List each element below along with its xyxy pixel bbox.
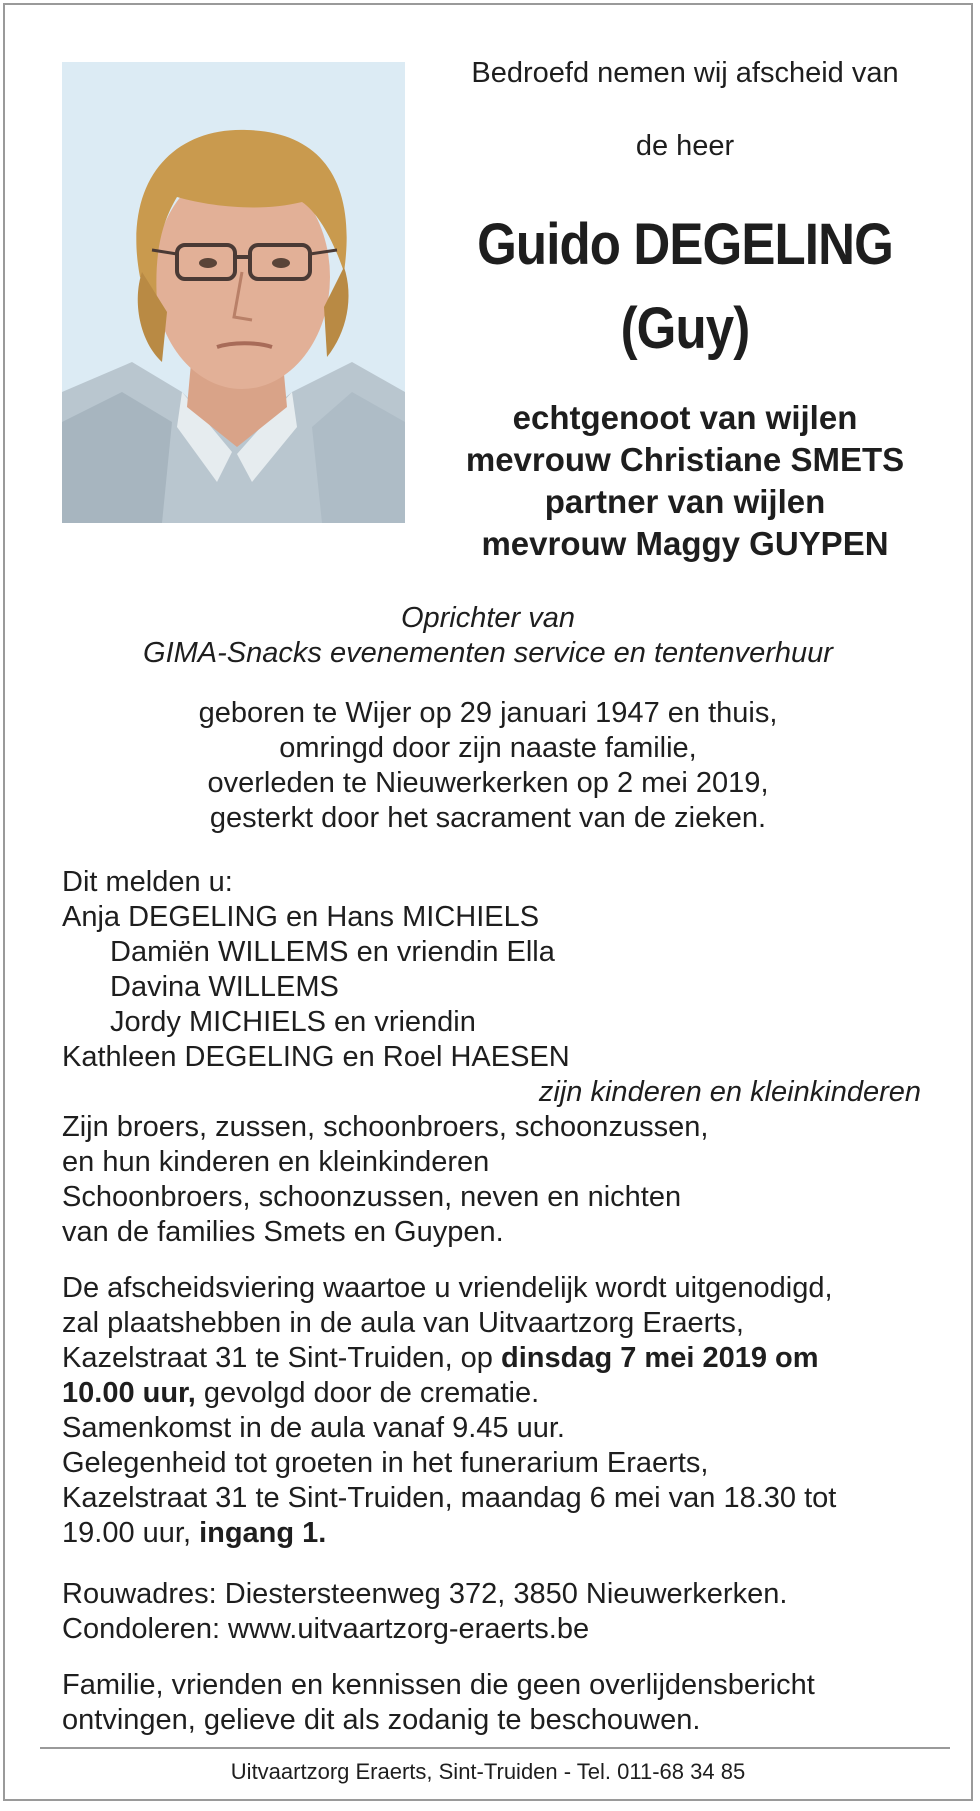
ceremony-text: Kazelstraat 31 te Sint-Truiden, op <box>62 1342 501 1374</box>
birth-death-line: omringd door zijn naaste familie, <box>279 732 697 764</box>
ceremony-line <box>62 1341 942 1376</box>
footer-divider <box>40 1747 950 1749</box>
ceremony-date: dinsdag 7 mei 2019 om <box>501 1342 819 1374</box>
family-line: Kathleen DEGELING en Roel HAESEN <box>62 1041 570 1073</box>
obituary-card <box>3 3 973 1801</box>
ceremony-line: zal plaatshebben in de aula van Uitvaartzorg Eraerts, <box>62 1307 744 1339</box>
ceremony-text: 19.00 uur, <box>62 1517 200 1549</box>
relation-line: mevrouw Maggy GUYPEN <box>481 525 889 562</box>
portrait-icon <box>62 62 405 523</box>
family-line: Schoonbroers, schoonzussen, neven en nichten <box>62 1181 682 1213</box>
ceremony-block <box>62 1271 942 1551</box>
closing-line: ontvingen, gelieve dit als zodanig te beschouwen. <box>62 1704 701 1736</box>
full-name: Guido DEGELING <box>477 212 893 277</box>
children-label: zijn kinderen en kleinkinderen <box>538 1076 921 1108</box>
ceremony-line: Kazelstraat 31 te Sint-Truiden, maandag 6 mei van 18.30 tot <box>62 1482 837 1514</box>
ceremony-line: Gelegenheid tot groeten in het funerarium Eraerts, <box>62 1447 709 1479</box>
family-line: Jordy MICHIELS en vriendin <box>110 1006 476 1038</box>
title-text: de heer <box>635 130 735 162</box>
entrance-info: ingang 1. <box>199 1517 327 1549</box>
footer-text: Uitvaartzorg Eraerts, Sint-Truiden - Tel. 011-68 34 85 <box>230 1759 746 1784</box>
birth-death-block <box>5 696 971 836</box>
announcement-intro: Dit melden u: <box>62 866 233 898</box>
closing-line: Familie, vrienden en kennissen die geen overlijdensbericht <box>62 1669 815 1701</box>
founder-line: GIMA-Snacks evenementen service en tentenverhuur <box>143 637 833 669</box>
family-line: en hun kinderen en kleinkinderen <box>62 1146 490 1178</box>
ceremony-line <box>62 1516 942 1551</box>
family-line: Damiën WILLEMS en vriendin Ella <box>110 936 555 968</box>
ceremony-line: Samenkomst in de aula vanaf 9.45 uur. <box>62 1412 565 1444</box>
condolence-link[interactable]: Condoleren: www.uitvaartzorg-eraerts.be <box>62 1613 590 1645</box>
deceased-name <box>456 203 914 371</box>
ceremony-line: De afscheidsviering waartoe u vriendelijk wordt uitgenodigd, <box>62 1272 833 1304</box>
announcement-block <box>62 865 942 1250</box>
family-line: Zijn broers, zussen, schoonbroers, schoonzussen, <box>62 1111 709 1143</box>
mourning-address: Rouwadres: Diestersteenweg 372, 3850 Nieuwerkerken. <box>62 1578 788 1610</box>
founder-block <box>5 601 971 671</box>
founder-line: Oprichter van <box>400 602 576 634</box>
ceremony-time: 10.00 uur, <box>62 1377 196 1409</box>
closing-block <box>62 1668 942 1738</box>
address-block <box>62 1577 942 1647</box>
birth-death-line: geboren te Wijer op 29 januari 1947 en thuis, <box>198 697 778 729</box>
relation-line: partner van wijlen <box>544 483 826 520</box>
ceremony-line <box>62 1376 942 1411</box>
family-line: van de families Smets en Guypen. <box>62 1216 504 1248</box>
relations-block <box>415 397 955 565</box>
ceremony-text: gevolgd door de crematie. <box>195 1377 540 1409</box>
relation-line: echtgenoot van wijlen <box>512 399 858 436</box>
birth-death-line: overleden te Nieuwerkerken op 2 mei 2019, <box>207 767 769 799</box>
intro-text: Bedroefd nemen wij afscheid van <box>471 57 899 89</box>
portrait-photo <box>62 62 405 523</box>
relation-line: mevrouw Christiane SMETS <box>465 441 905 478</box>
family-line: Davina WILLEMS <box>110 971 339 1003</box>
family-line: Anja DEGELING en Hans MICHIELS <box>62 901 540 933</box>
nickname: (Guy) <box>620 296 750 361</box>
birth-death-line: gesterkt door het sacrament van de zieken. <box>209 802 767 834</box>
